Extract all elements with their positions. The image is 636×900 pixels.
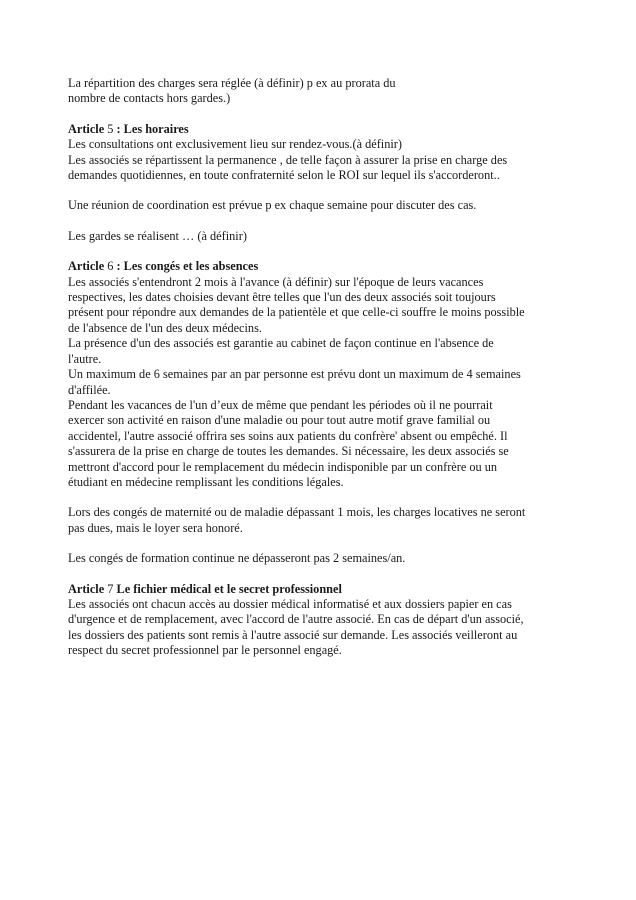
text-line: s'assurera de la prise en charge de toutes les demandes. Si nécessaire, les deux associés se (68, 444, 509, 459)
article-title: : Les horaires (116, 121, 189, 136)
article-title: Le fichier médical et le secret professionnel (116, 581, 342, 596)
training-paragraph: Les congés de formation continue ne dépasseront pas 2 semaines/an. (68, 551, 406, 566)
article-label: Article (68, 581, 105, 596)
text-line: Les associés se répartissent la permanence , de telle façon à assurer la prise en charge des (68, 152, 508, 167)
text-line: exercer son activité en raison d'une maladie ou pour tout autre motif grave familial ou (68, 413, 491, 428)
article-7-body (68, 597, 586, 659)
text-line: La répartition des charges sera réglée (à définir) p ex au prorata du (68, 76, 396, 90)
maternity-paragraph (68, 505, 586, 536)
meeting-paragraph: Une réunion de coordination est prévue p ex chaque semaine pour discuter des cas. (68, 198, 477, 213)
intro-paragraph (68, 76, 586, 107)
text-line: les dossiers des patients sont remis à l'autre associé sur demande. Les associés veilleront au (68, 627, 518, 642)
article-5-heading (68, 122, 586, 137)
text-line: respect du secret professionnel par le personnel engagé. (68, 643, 342, 658)
text-line: Les consultations ont exclusivement lieu sur rendez-vous.(à définir) (68, 137, 402, 152)
article-label: Article (68, 259, 105, 274)
text-line: étudiant en médecine remplissant les conditions légales. (68, 474, 344, 489)
text-line: demandes quotidiennes, en toute confraternité selon le ROI sur lequel ils s'accorderont.. (68, 168, 500, 183)
text-line: d'urgence et de remplacement, avec l'accord de l'autre associé. En cas de départ d'un associé, (68, 612, 524, 627)
gardes-paragraph: Les gardes se réalisent … (à définir) (68, 228, 247, 243)
article-7-heading (68, 582, 586, 597)
article-6-body (68, 275, 586, 491)
text-line: Un maximum de 6 semaines par an par personne est prévu dont un maximum de 4 semaines (68, 367, 521, 382)
article-number: 6 (107, 259, 114, 274)
text-line: accidentel, l'autre associé offrira ses soins aux patients du confrère' absent ou empêché. Il (68, 428, 508, 443)
text-line: mettront d'accord pour le remplacement du médecin indisponible par un confrère ou un (68, 459, 498, 474)
text-line: nombre de contacts hors gardes.) (68, 91, 231, 106)
text-line: l'autre. (68, 351, 102, 366)
text-line: d'affilée. (68, 382, 111, 397)
text-line: de l'absence de l'un des deux médecins. (68, 320, 262, 335)
text-line: Pendant les vacances de l'un d’eux de même que pendant les périodes où il ne pourrait (68, 397, 493, 412)
article-5-body (68, 137, 586, 183)
text-line: Les associés ont chacun accès au dossier médical informatisé et aux dossiers papier en cas (68, 596, 512, 611)
text-line: pas dues, mais le loyer sera honoré. (68, 520, 243, 535)
article-number: 5 (107, 121, 114, 136)
article-title: : Les congés et les absences (116, 259, 259, 274)
text-line: présent pour répondre aux demandes de la patientèle et que celle-ci souffre le moins possible (68, 305, 525, 320)
text-line: La présence d'un des associés est garantie au cabinet de façon continue en l'absence de (68, 336, 494, 351)
text-line: Les associés s'entendront 2 mois à l'avance (à définir) sur l'époque de leurs vacances (68, 274, 484, 289)
article-6-heading (68, 259, 586, 274)
article-number: 7 (107, 581, 114, 596)
article-label: Article (68, 121, 105, 136)
text-line: respectives, les dates choisies devant être telles que l'un des deux associés soit toujours (68, 290, 496, 305)
text-line: Lors des congés de maternité ou de maladie dépassant 1 mois, les charges locatives ne seront (68, 505, 526, 520)
